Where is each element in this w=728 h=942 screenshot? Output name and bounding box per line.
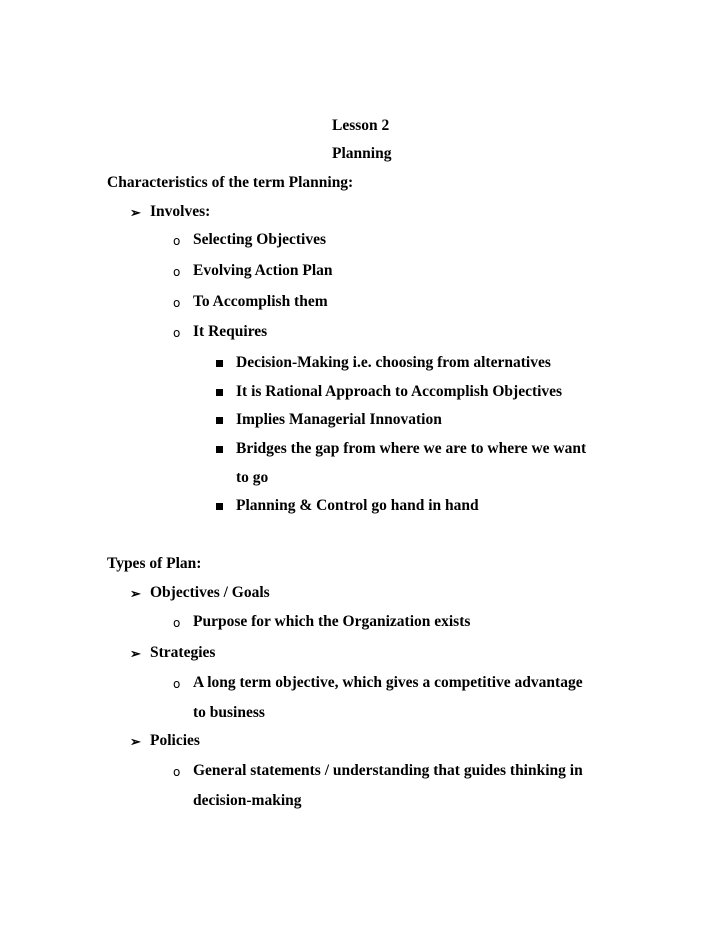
- circle-bullet-icon: o: [173, 765, 181, 779]
- square-bullet-icon: [216, 497, 223, 515]
- sub-list-item: It is Rational Approach to Accomplish Objectives: [236, 383, 563, 400]
- plan-type-desc-continued: decision-making: [193, 792, 302, 809]
- square-bullet-icon: [216, 383, 223, 401]
- plan-type-desc: Purpose for which the Organization exists: [193, 613, 471, 630]
- plan-type-name: Policies: [150, 732, 200, 749]
- sub-list-item: Implies Managerial Innovation: [236, 411, 442, 428]
- list-item: Evolving Action Plan: [193, 262, 333, 279]
- arrow-bullet-icon: ➢: [130, 586, 141, 601]
- square-bullet-icon: [216, 411, 223, 429]
- plan-type-name: Objectives / Goals: [150, 584, 270, 601]
- square-bullet-icon: [216, 354, 223, 372]
- circle-bullet-icon: o: [173, 616, 181, 630]
- group-label-involves: Involves:: [150, 203, 211, 220]
- circle-bullet-icon: o: [173, 296, 181, 310]
- sub-list-item-continued: to go: [236, 469, 269, 486]
- topic-title: Planning: [332, 145, 392, 162]
- lesson-title: Lesson 2: [332, 117, 390, 134]
- list-item: Selecting Objectives: [193, 231, 327, 248]
- arrow-bullet-icon: ➢: [130, 734, 141, 749]
- circle-bullet-icon: o: [173, 234, 181, 248]
- plan-type-desc: General statements / understanding that guides thinking in: [193, 762, 583, 779]
- circle-bullet-icon: o: [173, 326, 181, 340]
- plan-type-desc: A long term objective, which gives a competitive advantage: [193, 674, 583, 691]
- circle-bullet-icon: o: [173, 677, 181, 691]
- list-item: To Accomplish them: [193, 293, 328, 310]
- circle-bullet-icon: o: [173, 265, 181, 279]
- square-bullet-icon: [216, 440, 223, 458]
- sub-list-item: Decision-Making i.e. choosing from alternatives: [236, 354, 551, 371]
- sub-list-item: Bridges the gap from where we are to where we want: [236, 440, 587, 457]
- plan-type-name: Strategies: [150, 644, 216, 661]
- arrow-bullet-icon: ➢: [130, 646, 141, 661]
- plan-type-desc-continued: to business: [193, 704, 265, 721]
- list-item: It Requires: [193, 323, 268, 340]
- sub-list-item: Planning & Control go hand in hand: [236, 497, 479, 514]
- arrow-bullet-icon: ➢: [130, 205, 141, 220]
- section-heading-characteristics: Characteristics of the term Planning:: [107, 174, 354, 191]
- section-heading-types: Types of Plan:: [107, 555, 202, 572]
